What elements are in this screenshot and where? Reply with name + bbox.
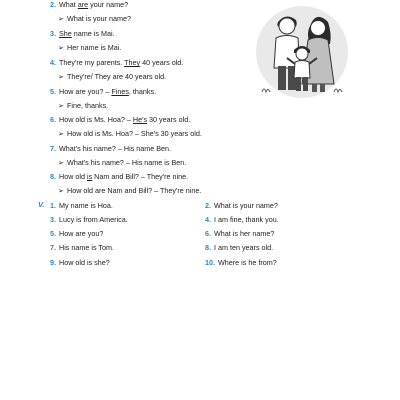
v-item-8: 8. I am ten years old.	[205, 243, 274, 252]
answer-6: ➢ How old is Ms. Hoa? – She's 30 years old.	[58, 129, 202, 138]
v-item-3: 3. Lucy is from America.	[50, 215, 128, 224]
question-6: 6. How old is Ms. Hoa? – He's 30 years old.	[50, 115, 191, 124]
v-item-4: 4. I am fine, thank you.	[205, 215, 279, 224]
answer-3: ➢ Her name is Mai.	[58, 43, 122, 52]
v-item-7: 7. His name is Tom.	[50, 243, 114, 252]
question-4: 4. They're my parents. They 40 years old.	[50, 58, 184, 67]
arrow-icon: ➢	[58, 14, 65, 23]
family-illustration	[252, 0, 352, 100]
question-5: 5. How are you? – Fines, thanks.	[50, 87, 157, 96]
answer-4: ➢ They're/ They are 40 years old.	[58, 72, 167, 81]
question-8: 8. How old is Nam and Bill? – They're nine.	[50, 172, 189, 181]
answer-8: ➢ How old are Nam and Bill? – They're nine.	[58, 186, 202, 195]
v-item-10: 10. Where is he from?	[205, 258, 277, 267]
answer-2: ➢ What is your name?	[58, 14, 131, 23]
arrow-icon: ➢	[58, 129, 65, 138]
question-2: 2. What are your name?	[50, 0, 129, 9]
answer-7: ➢ What's his name? – His name is Ben.	[58, 158, 187, 167]
v-item-1: 1. My name is Hoa.	[50, 201, 113, 210]
arrow-icon: ➢	[58, 43, 65, 52]
v-item-2: 2. What is your name?	[205, 201, 278, 210]
v-item-6: 6. What is her name?	[205, 229, 275, 238]
section-label-v: V.	[38, 200, 45, 209]
arrow-icon: ➢	[58, 72, 65, 81]
v-item-5: 5. How are you?	[50, 229, 104, 238]
question-7: 7. What's his name? – His name Ben.	[50, 144, 172, 153]
v-item-9: 9. How old is she?	[50, 258, 110, 267]
answer-5: ➢ Fine, thanks.	[58, 101, 109, 110]
question-3: 3. She name is Mai.	[50, 29, 115, 38]
arrow-icon: ➢	[58, 158, 65, 167]
arrow-icon: ➢	[58, 186, 65, 195]
arrow-icon: ➢	[58, 101, 65, 110]
